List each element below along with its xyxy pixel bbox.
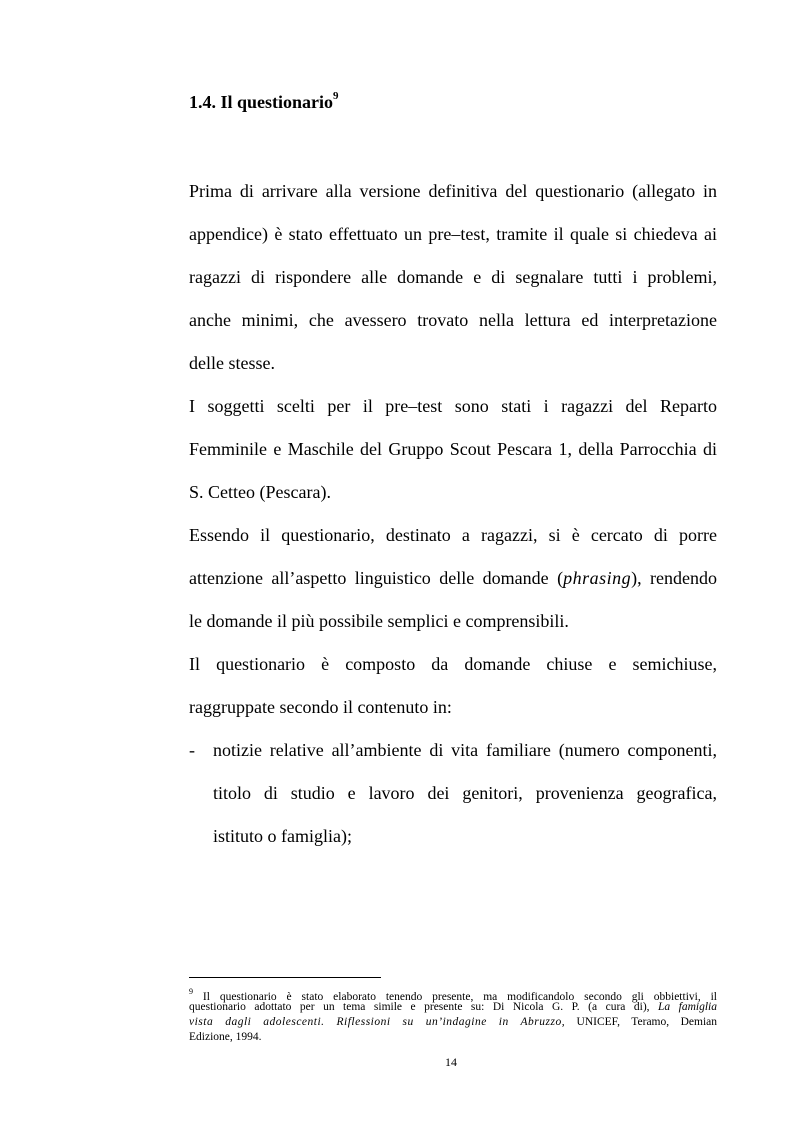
body-line: appendice) è stato effettuato un pre–test, tramite il quale si chiedeva ai [189,224,717,244]
body-line: S. Cetteo (Pescara). [189,482,331,502]
footnote-title: La famiglia [658,1001,717,1013]
body-line: I soggetti scelti per il pre–test sono stati i ragazzi del Reparto [189,396,717,416]
body-line: Il questionario è composto da domande chiuse e semichiuse, [189,654,717,674]
list-item-line: notizie relative all’ambiente di vita familiare (numero componenti, [213,740,717,760]
body-line-phrasing [189,567,717,589]
footnote-text: UNICEF, Teramo, Demian [565,1016,717,1028]
body-line: delle stesse. [189,353,275,373]
footnote-title: vista dagli adolescenti. Riflessioni su un’indagine in Abruzzo, [189,1016,566,1028]
body-line: le domande il più possibile semplici e comprensibili. [189,611,569,631]
footnote-number: 9 [189,987,193,996]
list-item-line: titolo di studio e lavoro dei genitori, provenienza geografica, [213,783,717,803]
footnote-ref: 9 [333,90,339,102]
body-line: Essendo il questionario, destinato a ragazzi, si è cercato di porre [189,525,717,545]
footnote-line [189,1000,717,1015]
body-line: Prima di arrivare alla versione definitiva del questionario (allegato in [189,181,717,201]
body-line: anche minimi, che avessero trovato nella lettura ed interpretazione [189,310,717,330]
section-heading [189,92,339,113]
phrasing-term: phrasing [563,568,632,588]
footnote-text: questionario adottato per un tema simile e presente su: Di Nicola G. P. (a cura di), [189,1001,659,1013]
body-line: ragazzi di rispondere alle domande e di segnalare tutti i problemi, [189,267,717,287]
body-line: raggruppate secondo il contenuto in: [189,697,452,717]
phrasing-before: attenzione all’aspetto linguistico delle domande ( [189,568,564,588]
footnote-line: Edizione, 1994. [189,1031,262,1043]
footnote-line [189,1015,717,1030]
footnote-text: Il questionario è stato elaborato tenendo presente, ma modificandolo secondo gli obbiettivi, il [193,990,717,1003]
list-item-line: istituto o famiglia); [213,826,352,846]
list-bullet: - [189,740,195,760]
footnote-separator [189,977,381,978]
page-number: 14 [445,1055,457,1069]
section-heading-text: 1.4. Il questionario [189,92,334,112]
body-line: Femminile e Maschile del Gruppo Scout Pescara 1, della Parrocchia di [189,439,717,459]
phrasing-after: ), rendendo [631,568,717,588]
